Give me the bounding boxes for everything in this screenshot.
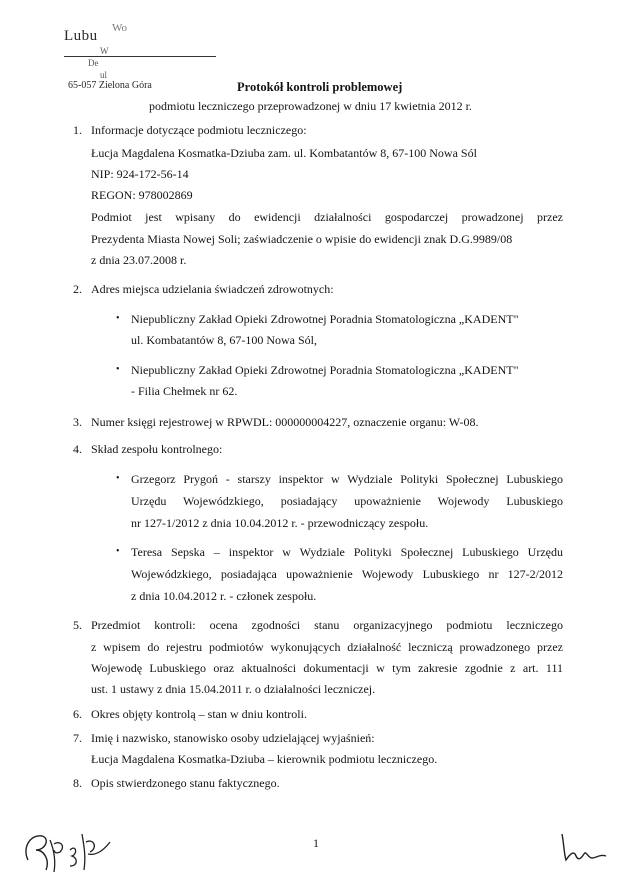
section-3-number: 3. xyxy=(73,415,82,429)
stamp-partial-text: Wo xyxy=(112,22,128,34)
section-2-item: ul. Kombatantów 8, 67-100 Nowa Sól, xyxy=(131,333,317,347)
stamp-line-4: ul xyxy=(100,70,108,80)
section-4-member-line: Urzędu Wojewódzkiego, posiadający upoważnienie Wojewody Lubuskiego xyxy=(131,494,563,508)
section-2-number: 2. xyxy=(73,282,82,296)
bullet-icon: • xyxy=(116,313,120,324)
stamp-city: 65-057 Zielona Góra xyxy=(68,80,152,91)
section-5-line: ust. 1 ustawy z dnia 15.04.2011 r. o działalności leczniczej. xyxy=(91,682,376,696)
section-1-regon: REGON: 978002869 xyxy=(91,188,193,202)
section-1-line: z dnia 23.07.2008 r. xyxy=(91,253,187,267)
section-1-number: 1. xyxy=(73,123,82,137)
section-1-heading: Informacje dotyczące podmiotu leczniczego: xyxy=(91,123,307,137)
section-2-item: - Filia Chełmek nr 62. xyxy=(131,384,238,398)
section-3-text: Numer księgi rejestrowej w RPWDL: 000000004227, oznaczenie organu: W-08. xyxy=(91,415,479,429)
section-5-line: Wojewodę Lubuskiego oraz aktualności dokumentacji w tym zakresie zgodnie z art. 111 xyxy=(91,661,563,675)
stamp-line-3: De xyxy=(88,58,99,68)
section-1-line: Łucja Magdalena Kosmatka-Dziuba zam. ul. Kombatantów 8, 67-100 Nowa Sól xyxy=(91,146,477,160)
section-4-heading: Skład zespołu kontrolnego: xyxy=(91,442,223,456)
section-5-line: z wpisem do rejestru podmiotów wykonujących działalność leczniczą prowadzonego przez xyxy=(91,640,563,654)
section-2-item: Niepubliczny Zakład Opieki Zdrowotnej Poradnia Stomatologiczna „KADENT" xyxy=(131,312,519,326)
section-8-number: 8. xyxy=(73,776,82,790)
section-6-text: Okres objęty kontrolą – stan w dniu kontroli. xyxy=(91,707,307,721)
page-number: 1 xyxy=(313,836,319,850)
section-4-number: 4. xyxy=(73,442,82,456)
section-8-text: Opis stwierdzonego stanu faktycznego. xyxy=(91,776,280,790)
bullet-icon: • xyxy=(116,546,120,557)
section-7-heading: Imię i nazwisko, stanowisko osoby udzielającej wyjaśnień: xyxy=(91,731,375,745)
section-4-member-line: nr 127-1/2012 z dnia 10.04.2012 r. - przewodniczący zespołu. xyxy=(131,516,429,530)
section-5-line: Przedmiot kontroli: ocena zgodności stanu organizacyjnego podmiotu leczniczego xyxy=(91,618,563,632)
initials-signature-left xyxy=(20,820,120,878)
stamp-office-line: Lubu xyxy=(64,28,98,44)
section-7-number: 7. xyxy=(73,731,82,745)
section-2-item: Niepubliczny Zakład Opieki Zdrowotnej Poradnia Stomatologiczna „KADENT" xyxy=(131,363,519,377)
bullet-icon: • xyxy=(116,473,120,484)
section-5-number: 5. xyxy=(73,618,82,632)
section-4-member-line: Wojewódzkiego, posiadająca upoważnienie Wojewody Lubuskiego nr 127-2/2012 xyxy=(131,567,563,581)
section-4-member-line: Grzegorz Prygoń - starszy inspektor w Wydziale Polityki Społecznej Lubuskiego xyxy=(131,472,563,486)
stamp-line-2: W xyxy=(100,46,109,56)
bullet-icon: • xyxy=(116,364,120,375)
section-4-member-line: Teresa Sepska – inspektor w Wydziale Polityki Społecznej Lubuskiego Urzędu xyxy=(131,545,563,559)
section-1-line: Podmiot jest wpisany do ewidencji działalności gospodarczej prowadzonej przez xyxy=(91,210,563,224)
section-6-number: 6. xyxy=(73,707,82,721)
stamp-rule xyxy=(64,56,216,57)
section-1-nip: NIP: 924-172-56-14 xyxy=(91,167,189,181)
section-1-line: Prezydenta Miasta Nowej Soli; zaświadczenie o wpisie do ewidencji znak D.G.9989/08 xyxy=(91,232,513,246)
section-7-text: Łucja Magdalena Kosmatka-Dziuba – kierownik podmiotu leczniczego. xyxy=(91,752,438,766)
section-2-heading: Adres miejsca udzielania świadczeń zdrowotnych: xyxy=(91,282,334,296)
section-4-member-line: z dnia 10.04.2012 r. - członek zespołu. xyxy=(131,589,317,603)
initials-signature-right xyxy=(556,826,616,868)
document-title: Protokół kontroli problemowej xyxy=(237,80,403,94)
document-subtitle: podmiotu leczniczego przeprowadzonej w dniu 17 kwietnia 2012 r. xyxy=(149,99,472,113)
